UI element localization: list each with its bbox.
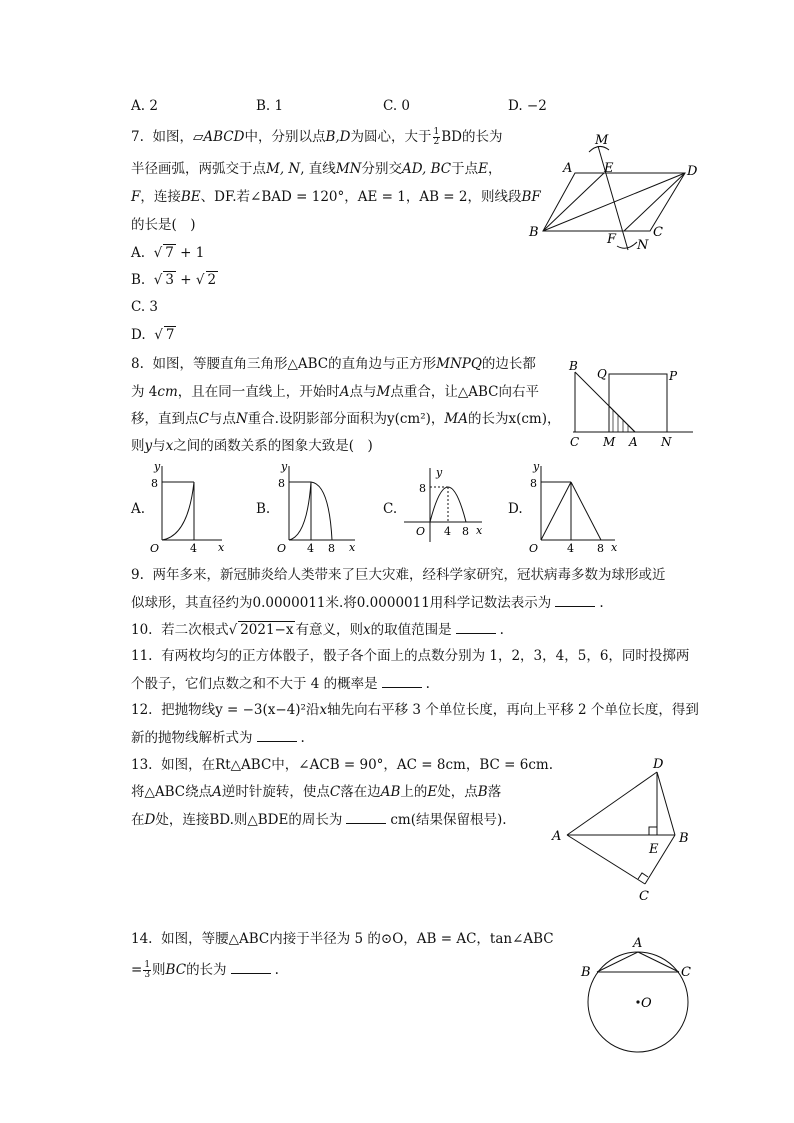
q8-text: 之间的函数关系的图象大致是( )	[173, 438, 373, 454]
q13-d: D	[144, 812, 156, 828]
q10-text: 若二次根式	[161, 622, 229, 638]
label-b: B	[679, 831, 689, 846]
q7-text: ，	[488, 161, 502, 177]
tick-4: 4	[444, 525, 451, 538]
q7-text: ，连接	[140, 189, 181, 205]
tick-4: 4	[307, 542, 314, 555]
q14-line-1	[131, 930, 554, 948]
option-d-prev: D. −2	[508, 98, 547, 114]
q8-option-c: C.	[383, 501, 398, 517]
q7-half-fraction	[433, 128, 441, 147]
answer-blank[interactable]	[382, 674, 422, 688]
right-angle-c	[638, 873, 648, 879]
q11-number: 11.	[131, 648, 153, 664]
q11-line-2	[131, 674, 430, 693]
q8-graph-b	[275, 460, 360, 555]
q7-abcd: ABCD	[203, 129, 245, 145]
q8-m: M	[376, 384, 391, 400]
axis-label-x: x	[611, 541, 618, 554]
q7-bf: BF	[521, 189, 541, 205]
q8-mnpq: MNPQ	[436, 356, 482, 372]
q10-x: x	[362, 622, 371, 638]
q13-text: 将△ABC绕点	[131, 784, 213, 800]
q13-text: 在	[131, 812, 145, 828]
q13-a: A	[212, 784, 222, 800]
q8-ma: MA	[444, 411, 468, 427]
q13-rotation-figure	[545, 757, 705, 905]
q13-text: 逆时针旋转，使点	[221, 784, 330, 800]
axis-label-x: x	[349, 541, 356, 554]
q8-text: 与点	[208, 411, 236, 427]
q8-text: 如图，等腰直角三角形△ABC的直角边与正方形	[152, 356, 437, 372]
q12-text: 新的抛物线解析式为	[131, 730, 253, 746]
q12-text: 轴先向右平移 3 个单位长度，再向上平移 2 个单位长度，得到	[327, 702, 699, 718]
q7-bd: B,D	[325, 129, 351, 145]
q8-y: y	[144, 438, 153, 454]
frac-num: 1	[433, 127, 440, 137]
label-d: D	[687, 164, 698, 179]
q8-text: 与	[152, 438, 166, 454]
q8-option-a: A.	[131, 501, 146, 517]
label-a: A	[633, 936, 643, 951]
q8-c: C	[198, 411, 209, 427]
q8-option-b: B.	[256, 501, 271, 517]
q8-option-d: D.	[508, 501, 523, 517]
q13-e: E	[427, 784, 438, 800]
q9-text: 似球形，其直径约为0.0000011米.将0.0000011用科学记数法表示为	[131, 595, 552, 611]
q7-text: 如图，▱	[152, 129, 204, 145]
label-a: A	[552, 829, 562, 844]
q9-text: 两年多来，新冠肺炎给人类带来了巨大灾难，经科学家研究，冠状病毒多数为球形或近	[152, 567, 666, 583]
q12-text: .	[300, 730, 305, 746]
q14-text: =	[131, 962, 143, 978]
q7-line-2	[131, 160, 502, 178]
q10-number: 10.	[131, 622, 153, 638]
segment-ad	[567, 772, 657, 835]
axis-label-y: y	[281, 460, 288, 473]
axis-label-y: y	[154, 460, 161, 473]
option-letter: B.	[131, 272, 146, 288]
label-c: C	[639, 889, 649, 904]
q12-line-1	[131, 701, 699, 719]
rising-line	[541, 482, 571, 540]
q9-line-1	[131, 566, 665, 584]
q7-line-1	[131, 128, 502, 147]
q13-text: 上的	[400, 784, 428, 800]
q7-text: 中，分别以点	[244, 129, 326, 145]
axis-label-y: y	[436, 466, 443, 479]
q7-f: F	[131, 189, 141, 205]
q14-text: 的长为	[186, 962, 227, 978]
q14-text: 则	[152, 962, 166, 978]
q7-text: , 直线	[300, 161, 336, 177]
q8-text: 的边长都	[481, 356, 536, 372]
q14-circle-figure	[575, 932, 700, 1060]
segment-be	[543, 173, 604, 231]
q7-mn: MN	[335, 161, 362, 177]
origin-label: O	[529, 542, 539, 555]
q11-text: 有两枚均匀的正方体骰子，骰子各个面上的点数分别为 1，2，3，4，5，6，同时投掷两	[161, 648, 690, 664]
q13-text: 落	[487, 784, 502, 800]
q7-option-a: A. √ 7 + 1	[131, 245, 205, 261]
q10-text: .	[499, 622, 504, 638]
q7-mn: M, N	[266, 161, 301, 177]
option-c-prev: C. 0	[383, 98, 411, 114]
q8-text: 则	[131, 438, 145, 454]
radicand: 2	[207, 272, 217, 288]
q11-text: 个骰子，它们点数之和不大于 4 的概率是	[131, 676, 378, 692]
option-a-prev: A. 2	[131, 98, 158, 114]
option-text: + 1	[180, 245, 205, 261]
axis-label-x: x	[218, 541, 225, 554]
q7-parallelogram-figure	[525, 128, 705, 253]
tick-8: 8	[151, 477, 158, 490]
q8-text: 为 4	[131, 384, 158, 400]
label-d: D	[653, 757, 664, 772]
q9-text: .	[599, 595, 604, 611]
chord-ab	[597, 952, 638, 972]
label-f: F	[607, 232, 617, 247]
label-p: P	[669, 369, 678, 383]
q8-text: 的长为x(cm)，	[467, 411, 561, 427]
q7-option-b: B. √ 3 + √ 2	[131, 272, 217, 288]
q14-line-2	[131, 960, 279, 980]
q8-a: A	[339, 384, 350, 400]
label-c: C	[653, 225, 663, 240]
tick-8: 8	[278, 477, 285, 490]
q8-line-4	[131, 437, 373, 455]
answer-blank[interactable]	[555, 593, 595, 607]
q13-b: B	[477, 784, 488, 800]
q8-x: x	[165, 438, 174, 454]
radicand: 7	[165, 327, 175, 343]
answer-blank[interactable]	[231, 960, 271, 974]
q14-text: .	[274, 962, 279, 978]
label-c: C	[681, 965, 691, 980]
q12-text: 把抛物线y = −3(x−4)²沿	[161, 702, 320, 718]
radicand: 7	[165, 245, 174, 261]
q8-text: 重合.设阴影部分面积为y(cm²)，	[247, 411, 445, 427]
segment-df	[624, 173, 685, 231]
q7-text: BD的长为	[441, 129, 503, 145]
q12-x: x	[319, 702, 328, 718]
q14-fraction	[143, 961, 151, 980]
frac-num: 1	[144, 960, 151, 970]
q7-number: 7.	[131, 129, 144, 145]
q13-ab: AB	[380, 784, 401, 800]
tick-8: 8	[462, 525, 469, 538]
q8-number: 8.	[131, 356, 144, 372]
q10-line: 10. 若二次根式√ 2021−x 有意义，则x的取值范围是 .	[131, 622, 504, 638]
radicand: 2021−x	[240, 622, 294, 638]
q8-text: 点重合，让△ABC向右平	[390, 384, 539, 400]
q13-text: 处，连接BD.则△BDE的周长为	[155, 812, 343, 828]
q13-c: C	[329, 784, 341, 800]
q8-graph-a	[148, 460, 228, 555]
option-text: +	[180, 272, 192, 288]
q8-graph-d	[527, 460, 622, 555]
q9-number: 9.	[131, 567, 144, 583]
q7-text: 分别交	[361, 161, 402, 177]
answer-blank[interactable]	[346, 810, 386, 824]
q8-line-3	[131, 410, 560, 428]
q8-text: ，且在同一直线上，开始时	[177, 384, 340, 400]
q7-ad-bc: AD, BC	[401, 161, 452, 177]
q8-n: N	[235, 411, 248, 427]
q10-text: 的取值范围是	[370, 622, 452, 638]
radicand: 3	[165, 272, 174, 288]
tick-8: 8	[328, 542, 335, 555]
axis-label-x: x	[476, 524, 483, 537]
label-b: B	[529, 225, 539, 240]
q14-text: 如图，等腰△ABC内接于半径为 5 的⊙O，AB = AC，tan∠ABC	[161, 931, 554, 947]
q13-line-1	[131, 756, 553, 774]
frac-den: 2	[433, 137, 440, 147]
tick-8: 8	[419, 482, 426, 495]
q7-text: 半径画弧，两弧交于点	[131, 161, 266, 177]
center-point	[636, 1000, 639, 1003]
q11-text: .	[425, 676, 430, 692]
tick-4: 4	[567, 542, 574, 555]
label-e: E	[604, 161, 614, 176]
axis-label-y: y	[533, 460, 540, 473]
q7-text: 于点	[451, 161, 479, 177]
q7-option-d: D. √ 7	[131, 327, 175, 343]
origin-label: O	[277, 542, 287, 555]
label-m: M	[595, 133, 609, 148]
q13-text: 如图，在Rt△ABC中，∠ACB = 90°，AC = 8cm，BC = 6cm.	[161, 757, 553, 773]
q12-line-2	[131, 728, 305, 747]
segment-ac	[567, 835, 645, 884]
option-letter: A.	[131, 245, 146, 261]
q7-text: 为圆心，大于	[350, 129, 432, 145]
label-m: M	[603, 435, 616, 449]
q13-line-2	[131, 783, 501, 801]
label-n: N	[637, 238, 649, 253]
q9-line-2	[131, 593, 604, 612]
option-letter: D.	[131, 327, 146, 343]
tick-4: 4	[190, 542, 197, 555]
q8-graph-c	[400, 462, 490, 547]
q13-text: 处，点	[437, 784, 478, 800]
q7-text: 、DF.若∠BAD = 120°，AE = 1，AB = 2，则线段	[200, 189, 522, 205]
q7-line-4: 的长是( )	[131, 217, 196, 233]
q8-text: 移，直到点	[131, 411, 199, 427]
q11-line-1	[131, 647, 689, 665]
label-e: E	[649, 842, 659, 857]
origin-label: O	[416, 525, 426, 538]
tick-8: 8	[597, 542, 604, 555]
falling-curve	[311, 482, 332, 540]
tick-8: 8	[530, 477, 537, 490]
chord-ac	[638, 952, 679, 972]
answer-blank[interactable]	[456, 620, 496, 634]
q10-text: 有意义，则	[295, 622, 363, 638]
q13-line-3	[131, 810, 507, 829]
q7-line-3	[131, 188, 541, 206]
q13-number: 13.	[131, 757, 153, 773]
q12-number: 12.	[131, 702, 153, 718]
label-a: A	[629, 435, 638, 449]
falling-line	[571, 482, 601, 540]
q8-cm: cm	[157, 384, 178, 400]
q7-option-c: C. 3	[131, 299, 159, 315]
rising-curve	[289, 482, 311, 540]
answer-blank[interactable]	[257, 728, 297, 742]
label-b: B	[581, 965, 591, 980]
q8-triangle-square-figure	[565, 358, 700, 450]
q8-line-2	[131, 383, 539, 401]
q7-be: BE	[180, 189, 201, 205]
label-o: O	[641, 996, 652, 1011]
label-n: N	[661, 435, 672, 449]
label-c: C	[570, 435, 580, 449]
frac-den: 3	[144, 970, 151, 980]
segment-bd	[657, 772, 675, 835]
label-a: A	[563, 161, 573, 176]
label-q: Q	[597, 367, 607, 381]
label-b: B	[569, 359, 578, 373]
right-angle-e	[649, 827, 657, 835]
option-b-prev: B. 1	[256, 98, 284, 114]
q14-bc: BC	[165, 962, 187, 978]
q8-text: 点与	[349, 384, 377, 400]
curve	[162, 482, 194, 540]
q14-number: 14.	[131, 931, 153, 947]
q8-line-1	[131, 355, 536, 373]
q13-text: 落在边	[340, 784, 381, 800]
q13-text: cm(结果保留根号).	[390, 812, 507, 828]
q7-e: E	[478, 161, 488, 177]
origin-label: O	[150, 542, 160, 555]
